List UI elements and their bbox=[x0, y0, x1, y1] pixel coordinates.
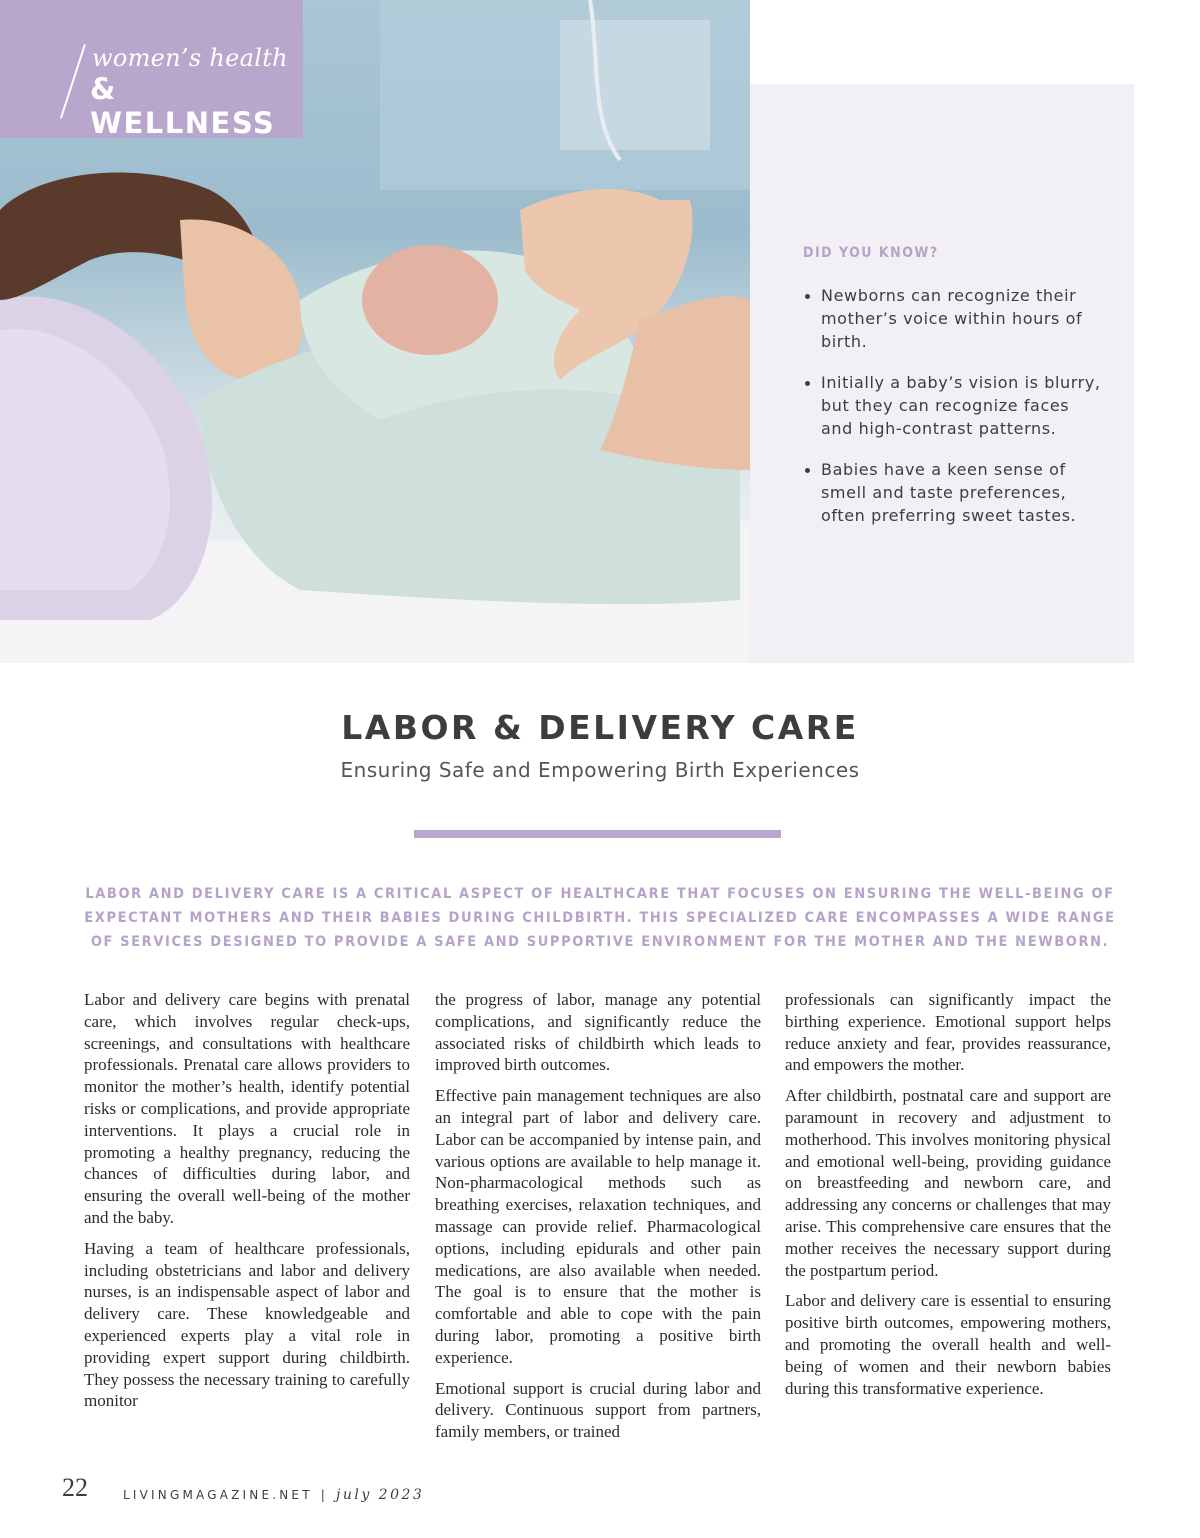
page-number: 22 bbox=[62, 1473, 88, 1502]
footer-issue-date: july 2023 bbox=[335, 1487, 425, 1503]
body-paragraph: Labor and delivery care begins with prenatal care, which involves regular check-ups, screenings, and consultations with healthcare professionals. Prenatal care allows providers to monitor the mother’s health, identify potential risks or complications, and provide appropriate interventions. It plays a crucial role in promoting a healthy pregnancy, reducing the chances of difficulties during labor, and ensuring the overall well-being of the mother and the baby. bbox=[84, 990, 410, 1227]
did-you-know-sidebar bbox=[750, 84, 1134, 663]
footer-separator: | bbox=[320, 1488, 328, 1502]
section-badge bbox=[0, 0, 303, 138]
body-column-2 bbox=[435, 989, 761, 1452]
body-paragraph: professionals can significantly impact the birthing experience. Emotional support helps reduce anxiety and fear, provides reassurance, and empowers the mother. bbox=[785, 990, 1111, 1075]
page-footer bbox=[123, 1487, 424, 1503]
fact-list bbox=[803, 284, 1103, 545]
badge-slash-divider bbox=[60, 44, 86, 119]
body-column-3 bbox=[785, 989, 1111, 1408]
sidebar-kicker: DID YOU KNOW? bbox=[803, 245, 939, 261]
body-paragraph: Emotional support is crucial during labor and delivery. Continuous support from partners, family members, or trained bbox=[435, 1378, 761, 1442]
badge-section-subname: & WELLNESS bbox=[90, 72, 276, 140]
badge-section-name: women’s health bbox=[92, 44, 288, 72]
body-paragraph: After childbirth, postnatal care and support are paramount in recovery and adjustment to motherhood. This involves monitoring physical and emotional well-being, providing guidance on breastfeeding and newborn care, and addressing any concerns or challenges that may arise. This comprehensive care ensures that the mother receives the necessary support during the postpartum period. bbox=[785, 1086, 1111, 1280]
footer-site-link[interactable]: LIVINGMAGAZINE.NET bbox=[123, 1488, 313, 1502]
body-paragraph: Labor and delivery care is essential to ensuring positive birth outcomes, empowering mothers, and promoting the overall health and well-being of women and their newborn babies during this transformative experience. bbox=[785, 1291, 1111, 1398]
body-paragraph: the progress of labor, manage any potential complications, and significantly reduce the associated risks of childbirth which leads to improved birth outcomes. bbox=[435, 990, 761, 1075]
article-lede: LABOR AND DELIVERY CARE IS A CRITICAL ASPECT OF HEALTHCARE THAT FOCUSES ON ENSURING THE WELL-BEING OF EXPECTANT MOTHERS AND THEIR BABIES DURING CHILDBIRTH. THIS SPECIALIZED CARE ENCOMPASSES A WIDE RANGE OF SERVICES DESIGNED TO PROVIDE A SAFE AND SUPPORTIVE ENVIRONMENT FOR THE MOTHER AND THE NEWBORN. bbox=[84, 886, 1116, 950]
fact-item: Newborns can recognize their mother’s voice within hours of birth. bbox=[803, 284, 1103, 353]
article-title: LABOR & DELIVERY CARE bbox=[341, 708, 859, 747]
article-subtitle: Ensuring Safe and Empowering Birth Experiences bbox=[340, 758, 860, 782]
body-paragraph: Effective pain management techniques are also an integral part of labor and delivery care. Labor can be accompanied by intense pain, and various options are available to help manage it. Non-pharmacological methods such as breathing exercises, relaxation techniques, and massage can provide relief. Pharmacological options, including epidurals and other pain medications, are also available when needed. The goal is to ensure that the mother is comfortable and able to cope with the pain during labor, promoting a positive birth experience. bbox=[435, 1086, 761, 1367]
body-column-1 bbox=[84, 989, 410, 1421]
fact-item: Initially a baby’s vision is blurry, but they can recognize faces and high-contrast patterns. bbox=[803, 371, 1103, 440]
fact-item: Babies have a keen sense of smell and taste preferences, often preferring sweet tastes. bbox=[803, 458, 1103, 527]
body-paragraph: Having a team of healthcare professionals, including obstetricians and labor and delivery nurses, is an indispensable aspect of labor and delivery care. These knowledgeable and experienced experts play a vital role in providing expert support during childbirth. They possess the necessary training to carefully monitor bbox=[84, 1238, 410, 1411]
title-divider bbox=[414, 830, 781, 838]
